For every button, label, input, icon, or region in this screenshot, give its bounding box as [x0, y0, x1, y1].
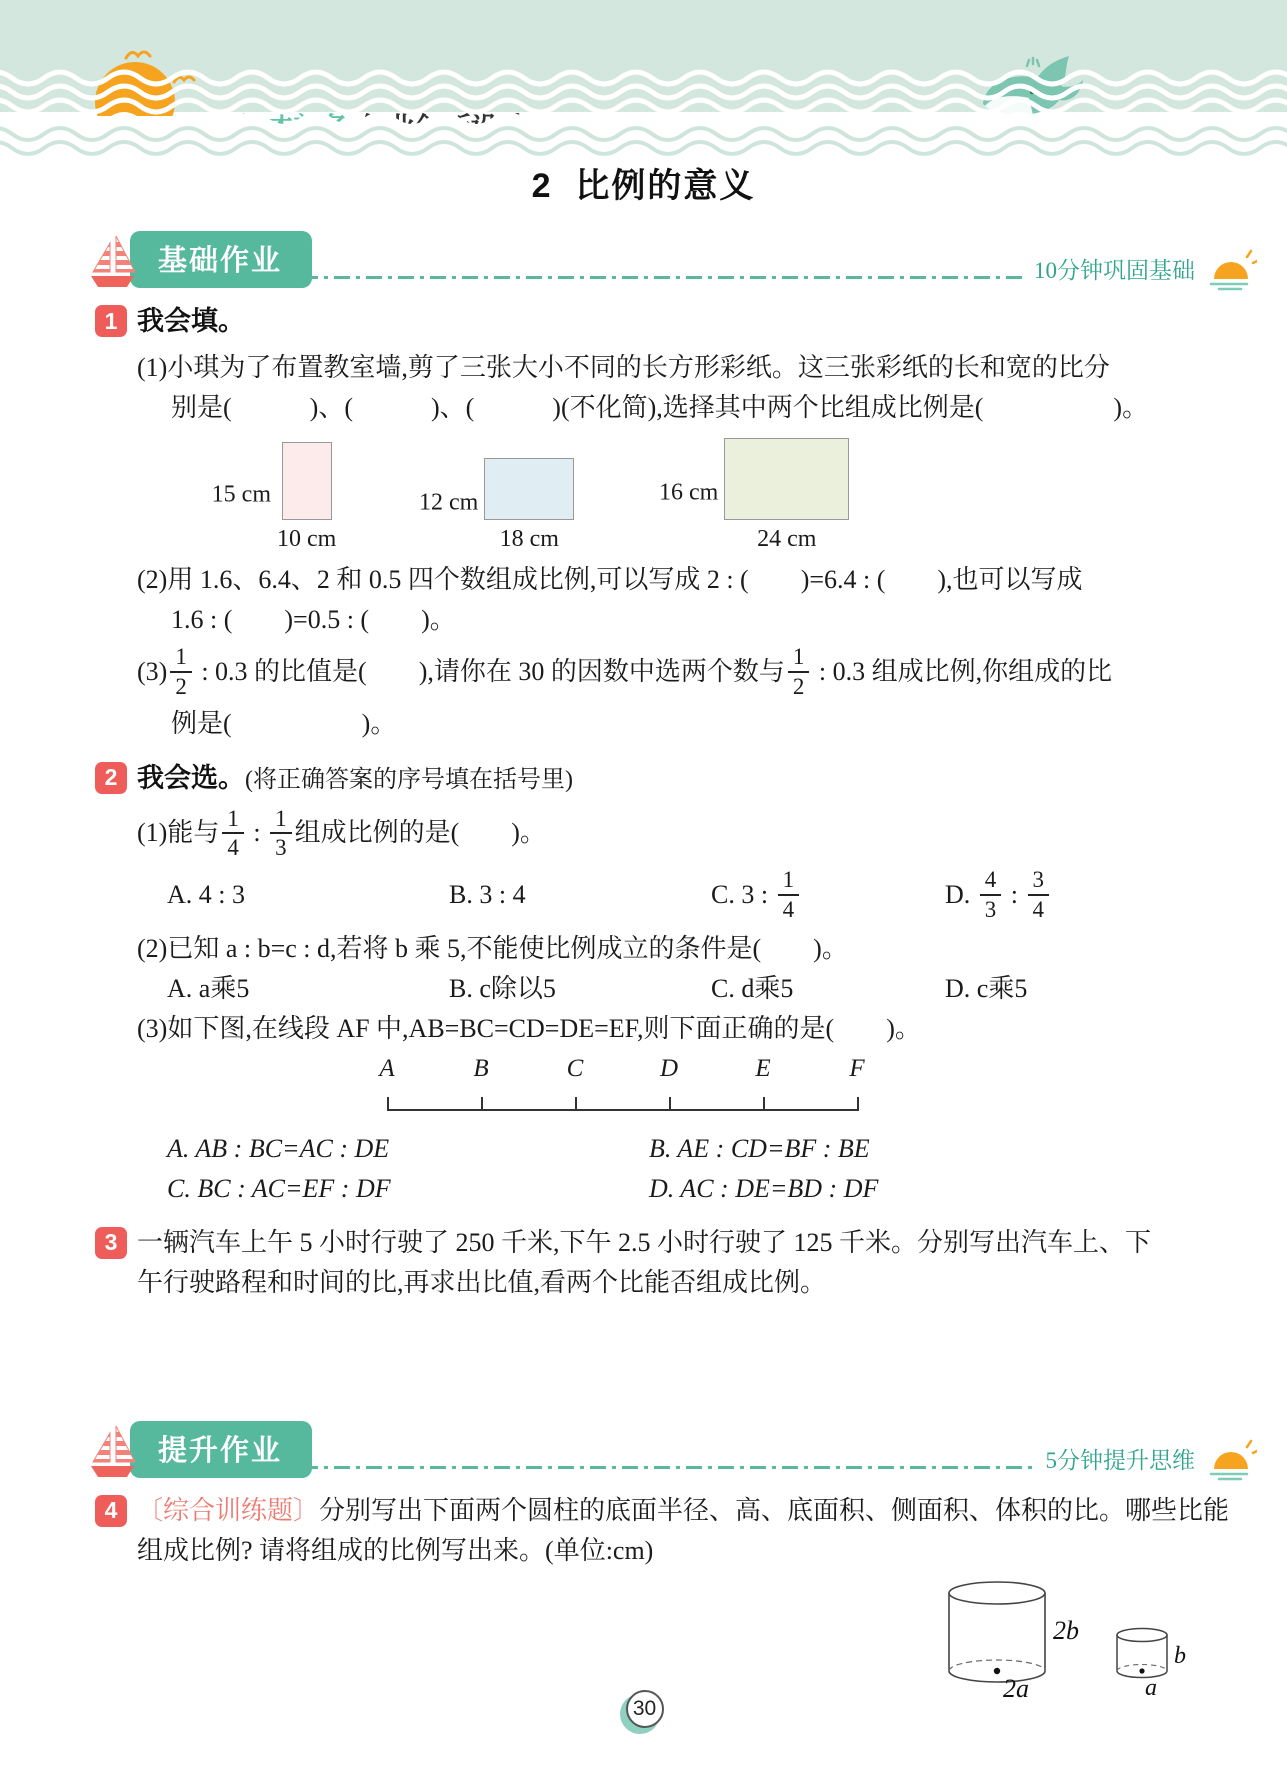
frac-num: 4 [980, 867, 1002, 896]
point-label-B: B [473, 1054, 489, 1082]
fraction-1-4b [778, 867, 800, 923]
tick [763, 1097, 765, 1111]
rect-green-height-label: 16 cm [659, 479, 719, 506]
section-boost-bar [88, 1421, 1257, 1477]
frac-den: 3 [984, 896, 997, 922]
segment-diagram [379, 1054, 865, 1127]
point-label-A: A [379, 1054, 395, 1082]
tick [481, 1097, 483, 1111]
q2-part1-line [137, 806, 1207, 862]
cylinders-figure [137, 1571, 1229, 1776]
question-1-body [137, 301, 1207, 744]
section-basic-label: 基础作业 [130, 231, 312, 288]
q2-p3-options-row2 [167, 1169, 1207, 1209]
point-label-D: D [659, 1054, 679, 1082]
q1-p3-prefix: (3) [137, 656, 168, 686]
big-cylinder-radius-label: 2a [1003, 1673, 1029, 1703]
frac-den: 4 [1032, 896, 1045, 922]
rect-green-width-label: 24 cm [757, 526, 817, 552]
option-A: A. 4 : 3 [167, 879, 245, 909]
question-2-body [137, 758, 1207, 1209]
frac-num: 1 [222, 806, 244, 835]
rect-green-shape [724, 438, 849, 520]
question-3 [95, 1223, 1207, 1303]
option-A: A. AB : BC=AC : DE [167, 1133, 390, 1163]
point-label-E: E [755, 1054, 771, 1082]
section-boost-label: 提升作业 [130, 1421, 312, 1478]
question-2-badge: 2 [95, 762, 127, 794]
option-C [711, 867, 945, 923]
header-waves [0, 66, 1287, 161]
q2-p1-suffix: 组成比例的是( )。 [294, 818, 546, 848]
sunrise-icon [1201, 1435, 1257, 1481]
tick [387, 1097, 389, 1111]
dash-dot-divider [302, 276, 1024, 279]
frac-num: 1 [270, 806, 292, 835]
sailboat-icon [88, 1423, 138, 1479]
page-header [0, 0, 1287, 150]
option-D-text: D. [945, 879, 977, 909]
rect-pink-shape [282, 442, 332, 520]
fraction-1-4 [222, 806, 244, 862]
question-1 [95, 301, 1207, 744]
rectangle-green [659, 438, 849, 554]
frac-den: 2 [792, 673, 805, 699]
question-3-body [137, 1223, 1207, 1303]
tick [575, 1097, 577, 1111]
rect-blue-height-label: 12 cm [419, 489, 479, 516]
big-cylinder-height-label: 2b [1053, 1615, 1079, 1645]
page-number [620, 1688, 668, 1736]
frac-num: 1 [788, 644, 810, 673]
q1-part1-line2: 别是( )、( )、( )(不化简),选择其中两个比组成比例是( )。 [171, 393, 1149, 422]
rectangle-blue [419, 458, 574, 554]
sunrise-icon [1201, 245, 1257, 291]
q1-p3-tail: : 0.3 组成比例,你组成的比 [812, 656, 1113, 686]
frac-num: 1 [778, 867, 800, 896]
question-3-badge: 3 [95, 1227, 127, 1259]
point-label-C: C [566, 1054, 584, 1082]
frac-den: 3 [275, 835, 287, 861]
tick [669, 1097, 671, 1111]
page-number-value: 30 [626, 1690, 664, 1728]
option-D: D. AC : DE=BD : DF [649, 1173, 879, 1203]
small-cylinder-radius-label: a [1145, 1674, 1157, 1701]
fraction-1-2 [170, 644, 192, 700]
option-C: C. BC : AC=EF : DF [167, 1173, 391, 1203]
question-1-badge: 1 [95, 305, 127, 337]
point-label-F: F [849, 1054, 865, 1082]
question-4-badge: 4 [95, 1495, 127, 1527]
rectangle-pink [211, 442, 337, 554]
q1-rectangles-figure [211, 438, 1207, 554]
option-B: B. AE : CD=BF : BE [649, 1133, 870, 1163]
fraction-3-4 [1028, 867, 1050, 923]
segment-line [387, 1109, 857, 1111]
option-B: B. c除以5 [449, 973, 556, 1003]
question-4-body [137, 1491, 1229, 1776]
q2-part3-line: (3)如下图,在线段 AF 中,AB=BC=CD=DE=EF,则下面正确的是( )。 [137, 1013, 921, 1043]
option-D [945, 867, 1052, 923]
option-C: C. d乘5 [711, 973, 794, 1003]
section-basic-note: 10分钟巩固基础 [1034, 258, 1195, 283]
q1-part2-line1: (2)用 1.6、6.4、2 和 0.5 四个数组成比例,可以写成 2 : ( )=6.4 : ( ),也可以写成 [137, 565, 1083, 594]
q2-p3-options-row1 [167, 1129, 1207, 1169]
q3-line1: 一辆汽车上午 5 小时行驶了 250 千米,下午 2.5 小时行驶了 125 千米。分别写出汽车上、下 [137, 1227, 1152, 1257]
question-2-note: (将正确答案的序号填在括号里) [245, 766, 573, 793]
small-cylinder-height-label: b [1174, 1642, 1186, 1669]
ratio-colon: : [246, 818, 268, 848]
frac-den: 2 [175, 673, 187, 699]
q2-p1-options [167, 867, 1207, 923]
q2-part2-line: (2)已知 a : b=c : d,若将 b 乘 5,不能使比例成立的条件是( )。 [137, 933, 848, 963]
q4-tag: 〔综合训练题〕 [137, 1495, 320, 1525]
section-boost-note: 5分钟提升思维 [1045, 1447, 1195, 1473]
q1-part2-line2: 1.6 : ( )=0.5 : ( )。 [171, 605, 456, 634]
q2-p1-prefix: (1)能与 [137, 818, 220, 848]
frac-den: 4 [782, 896, 795, 922]
q4-line2: 组成比例? 请将组成的比例写出来。(单位:cm) [137, 1535, 654, 1565]
section-basic-bar [88, 231, 1257, 287]
frac-num: 3 [1028, 867, 1050, 896]
q3-line2: 午行驶路程和时间的比,再求出比值,看两个比能否组成比例。 [137, 1267, 827, 1297]
question-1-title: 我会填。 [137, 306, 245, 336]
tick [857, 1097, 859, 1111]
q2-p2-options [167, 969, 1207, 1009]
fraction-1-3 [270, 806, 292, 862]
sailboat-icon [88, 233, 138, 289]
ratio-colon: : [1004, 879, 1025, 909]
q1-p3-middle: : 0.3 的比值是( ),请你在 30 的因数中选两个数与 [194, 656, 785, 686]
option-C-text: C. 3 : [711, 879, 775, 909]
dash-dot-divider [302, 1466, 1035, 1469]
frac-den: 4 [227, 835, 239, 861]
page-title: 2 比例的意义 [531, 167, 756, 205]
q1-part3-line2: 例是( )。 [171, 708, 397, 738]
question-2-title: 我会选。 [137, 762, 245, 793]
cylinders-drawing [937, 1577, 1227, 1727]
fraction-1-2b [788, 644, 810, 700]
q1-part1-line1: (1)小琪为了布置教室墙,剪了三张大小不同的长方形彩纸。这三张彩纸的长和宽的比分 [137, 353, 1110, 382]
rect-pink-height-label: 15 cm [211, 481, 271, 508]
rect-blue-width-label: 18 cm [499, 526, 559, 552]
rect-pink-width-label: 10 cm [277, 526, 337, 552]
rect-blue-shape [484, 458, 574, 520]
option-B: B. 3 : 4 [449, 879, 526, 909]
option-D: D. c乘5 [945, 973, 1028, 1003]
option-A: A. a乘5 [167, 973, 250, 1003]
fraction-4-3 [980, 867, 1002, 923]
frac-num: 1 [170, 644, 192, 673]
question-2 [95, 758, 1207, 1209]
q4-line1: 分别写出下面两个圆柱的底面半径、高、底面积、侧面积、体积的比。哪些比能 [319, 1495, 1230, 1525]
q1-part3-line1 [137, 644, 1207, 700]
